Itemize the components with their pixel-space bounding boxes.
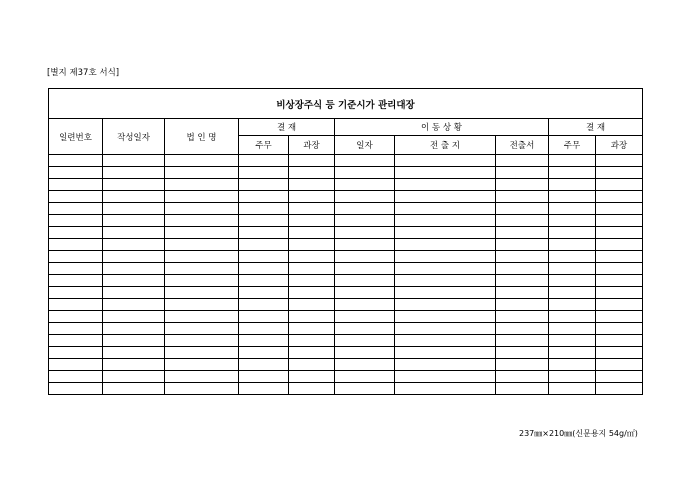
table-cell <box>335 215 395 227</box>
table-cell <box>103 275 165 287</box>
table-cell <box>49 383 103 395</box>
table-row <box>49 383 643 395</box>
table-cell <box>103 215 165 227</box>
approval-manager-header-2: 과장 <box>596 136 643 155</box>
table-cell <box>496 167 549 179</box>
table-cell <box>289 275 335 287</box>
table-cell <box>395 155 496 167</box>
table-cell <box>549 323 596 335</box>
table-cell <box>239 239 289 251</box>
table-cell <box>165 359 239 371</box>
table-cell <box>49 287 103 299</box>
table-row <box>49 287 643 299</box>
table-cell <box>549 311 596 323</box>
table-row <box>49 251 643 263</box>
table-cell <box>596 347 643 359</box>
table-cell <box>335 287 395 299</box>
table-cell <box>596 299 643 311</box>
table-row <box>49 323 643 335</box>
table-cell <box>596 167 643 179</box>
table-cell <box>496 323 549 335</box>
movement-date-header: 일자 <box>335 136 395 155</box>
table-cell <box>289 359 335 371</box>
table-cell <box>49 227 103 239</box>
table-cell <box>103 179 165 191</box>
table-cell <box>165 251 239 263</box>
table-cell <box>335 155 395 167</box>
table-cell <box>289 155 335 167</box>
table-cell <box>395 299 496 311</box>
table-cell <box>496 227 549 239</box>
ledger-table <box>48 88 643 395</box>
table-row <box>49 359 643 371</box>
table-cell <box>49 299 103 311</box>
table-cell <box>49 263 103 275</box>
table-cell <box>496 215 549 227</box>
table-cell <box>165 371 239 383</box>
table-cell <box>596 251 643 263</box>
table-cell <box>395 359 496 371</box>
table-cell <box>239 215 289 227</box>
table-cell <box>395 287 496 299</box>
table-cell <box>49 311 103 323</box>
table-cell <box>549 347 596 359</box>
table-cell <box>289 311 335 323</box>
table-cell <box>103 383 165 395</box>
table-cell <box>103 203 165 215</box>
table-cell <box>289 227 335 239</box>
table-cell <box>239 275 289 287</box>
table-cell <box>165 155 239 167</box>
table-cell <box>289 287 335 299</box>
table-cell <box>496 263 549 275</box>
table-cell <box>395 263 496 275</box>
table-cell <box>596 383 643 395</box>
table-cell <box>335 227 395 239</box>
table-cell <box>165 191 239 203</box>
table-cell <box>239 371 289 383</box>
table-cell <box>496 299 549 311</box>
table-cell <box>103 359 165 371</box>
table-cell <box>335 359 395 371</box>
table-cell <box>49 203 103 215</box>
table-cell <box>335 347 395 359</box>
movement-status-header: 이 동 상 황 <box>335 119 549 136</box>
table-cell <box>549 359 596 371</box>
table-cell <box>239 323 289 335</box>
table-cell <box>496 179 549 191</box>
table-cell <box>549 335 596 347</box>
table-cell <box>395 335 496 347</box>
table-cell <box>496 275 549 287</box>
table-cell <box>395 347 496 359</box>
table-cell <box>165 275 239 287</box>
table-cell <box>239 335 289 347</box>
table-row <box>49 371 643 383</box>
table-cell <box>549 299 596 311</box>
table-cell <box>549 167 596 179</box>
table-cell <box>49 215 103 227</box>
table-row <box>49 311 643 323</box>
table-cell <box>335 383 395 395</box>
table-cell <box>335 335 395 347</box>
table-cell <box>103 323 165 335</box>
table-cell <box>165 227 239 239</box>
table-row <box>49 239 643 251</box>
table-cell <box>239 203 289 215</box>
table-cell <box>289 167 335 179</box>
table-cell <box>103 287 165 299</box>
table-cell <box>549 191 596 203</box>
table-cell <box>549 227 596 239</box>
table-cell <box>165 323 239 335</box>
table-cell <box>103 371 165 383</box>
table-cell <box>496 203 549 215</box>
table-cell <box>49 335 103 347</box>
table-row <box>49 227 643 239</box>
table-cell <box>335 191 395 203</box>
table-cell <box>395 239 496 251</box>
table-cell <box>289 191 335 203</box>
table-cell <box>289 251 335 263</box>
table-cell <box>49 239 103 251</box>
table-cell <box>165 167 239 179</box>
table-cell <box>49 275 103 287</box>
table-cell <box>395 191 496 203</box>
table-cell <box>596 287 643 299</box>
table-cell <box>103 263 165 275</box>
table-cell <box>496 311 549 323</box>
table-cell <box>549 275 596 287</box>
table-cell <box>103 299 165 311</box>
table-cell <box>596 371 643 383</box>
table-cell <box>335 203 395 215</box>
table-cell <box>289 215 335 227</box>
table-cell <box>596 155 643 167</box>
table-cell <box>289 323 335 335</box>
table-cell <box>165 383 239 395</box>
table-row <box>49 299 643 311</box>
table-cell <box>549 251 596 263</box>
corporation-name-header: 법 인 명 <box>165 119 239 155</box>
table-cell <box>165 335 239 347</box>
table-cell <box>596 191 643 203</box>
table-cell <box>289 179 335 191</box>
table-cell <box>335 263 395 275</box>
table-cell <box>165 287 239 299</box>
table-cell <box>49 359 103 371</box>
table-cell <box>496 191 549 203</box>
table-cell <box>49 323 103 335</box>
table-cell <box>239 263 289 275</box>
transfer-destination-header: 전 출 지 <box>395 136 496 155</box>
table-cell <box>395 323 496 335</box>
table-cell <box>49 251 103 263</box>
table-cell <box>596 311 643 323</box>
table-cell <box>496 371 549 383</box>
table-cell <box>395 251 496 263</box>
table-cell <box>596 335 643 347</box>
table-cell <box>496 239 549 251</box>
transfer-office-header: 전출서 <box>496 136 549 155</box>
table-cell <box>103 311 165 323</box>
table-row <box>49 155 643 167</box>
table-cell <box>103 191 165 203</box>
table-cell <box>496 251 549 263</box>
table-cell <box>289 347 335 359</box>
table-cell <box>596 239 643 251</box>
table-cell <box>165 347 239 359</box>
date-created-header: 작성일자 <box>103 119 165 155</box>
table-cell <box>335 323 395 335</box>
table-row <box>49 179 643 191</box>
table-cell <box>239 155 289 167</box>
table-cell <box>239 383 289 395</box>
table-cell <box>165 239 239 251</box>
table-cell <box>335 299 395 311</box>
table-cell <box>239 191 289 203</box>
table-cell <box>49 371 103 383</box>
table-cell <box>549 179 596 191</box>
table-cell <box>395 311 496 323</box>
approval-clerk-header-2: 주무 <box>549 136 596 155</box>
approval-header-2: 결 재 <box>549 119 643 136</box>
table-cell <box>395 179 496 191</box>
table-cell <box>596 323 643 335</box>
table-cell <box>103 347 165 359</box>
table-cell <box>549 155 596 167</box>
table-cell <box>103 167 165 179</box>
table-cell <box>496 335 549 347</box>
table-cell <box>596 179 643 191</box>
form-number-label: [별지 제37호 서식] <box>47 68 120 78</box>
table-cell <box>165 203 239 215</box>
table-cell <box>496 155 549 167</box>
table-cell <box>289 383 335 395</box>
table-cell <box>49 155 103 167</box>
table-cell <box>335 179 395 191</box>
table-cell <box>395 203 496 215</box>
table-cell <box>596 215 643 227</box>
table-cell <box>395 371 496 383</box>
table-cell <box>49 191 103 203</box>
approval-manager-header: 과장 <box>289 136 335 155</box>
table-cell <box>549 371 596 383</box>
table-cell <box>335 311 395 323</box>
table-cell <box>549 263 596 275</box>
table-row <box>49 215 643 227</box>
table-cell <box>239 167 289 179</box>
table-cell <box>395 215 496 227</box>
table-cell <box>103 155 165 167</box>
table-cell <box>239 251 289 263</box>
table-cell <box>165 311 239 323</box>
table-cell <box>239 359 289 371</box>
table-row <box>49 191 643 203</box>
table-cell <box>165 263 239 275</box>
table-cell <box>289 263 335 275</box>
table-cell <box>239 347 289 359</box>
table-cell <box>335 239 395 251</box>
table-cell <box>549 383 596 395</box>
table-cell <box>596 275 643 287</box>
table-cell <box>49 167 103 179</box>
paper-spec-note: 237㎜×210㎜(신문용지 54g/㎡) <box>519 429 638 438</box>
table-row <box>49 347 643 359</box>
table-cell <box>103 239 165 251</box>
table-row <box>49 335 643 347</box>
approval-header: 결 재 <box>239 119 335 136</box>
table-cell <box>549 287 596 299</box>
ledger-title: 비상장주식 등 기준시가 관리대장 <box>49 89 643 119</box>
table-cell <box>239 299 289 311</box>
table-cell <box>496 347 549 359</box>
table-row <box>49 275 643 287</box>
table-cell <box>395 227 496 239</box>
table-cell <box>49 179 103 191</box>
table-cell <box>239 287 289 299</box>
table-cell <box>596 227 643 239</box>
table-cell <box>395 383 496 395</box>
table-cell <box>335 251 395 263</box>
table-cell <box>289 239 335 251</box>
table-cell <box>496 287 549 299</box>
table-cell <box>165 179 239 191</box>
table-cell <box>549 239 596 251</box>
table-cell <box>596 203 643 215</box>
table-cell <box>289 203 335 215</box>
table-cell <box>335 275 395 287</box>
table-cell <box>103 335 165 347</box>
table-cell <box>596 359 643 371</box>
table-cell <box>103 251 165 263</box>
table-row <box>49 167 643 179</box>
table-cell <box>289 371 335 383</box>
table-cell <box>239 311 289 323</box>
table-cell <box>335 167 395 179</box>
table-cell <box>103 227 165 239</box>
table-cell <box>596 263 643 275</box>
table-cell <box>395 167 496 179</box>
table-row <box>49 203 643 215</box>
table-cell <box>395 275 496 287</box>
table-cell <box>165 299 239 311</box>
table-cell <box>239 179 289 191</box>
approval-clerk-header: 주무 <box>239 136 289 155</box>
table-cell <box>239 227 289 239</box>
serial-number-header: 일련번호 <box>49 119 103 155</box>
table-cell <box>549 203 596 215</box>
table-cell <box>549 215 596 227</box>
table-cell <box>496 359 549 371</box>
table-cell <box>335 371 395 383</box>
table-cell <box>496 383 549 395</box>
table-cell <box>49 347 103 359</box>
table-cell <box>289 335 335 347</box>
table-cell <box>289 299 335 311</box>
table-row <box>49 263 643 275</box>
table-cell <box>165 215 239 227</box>
